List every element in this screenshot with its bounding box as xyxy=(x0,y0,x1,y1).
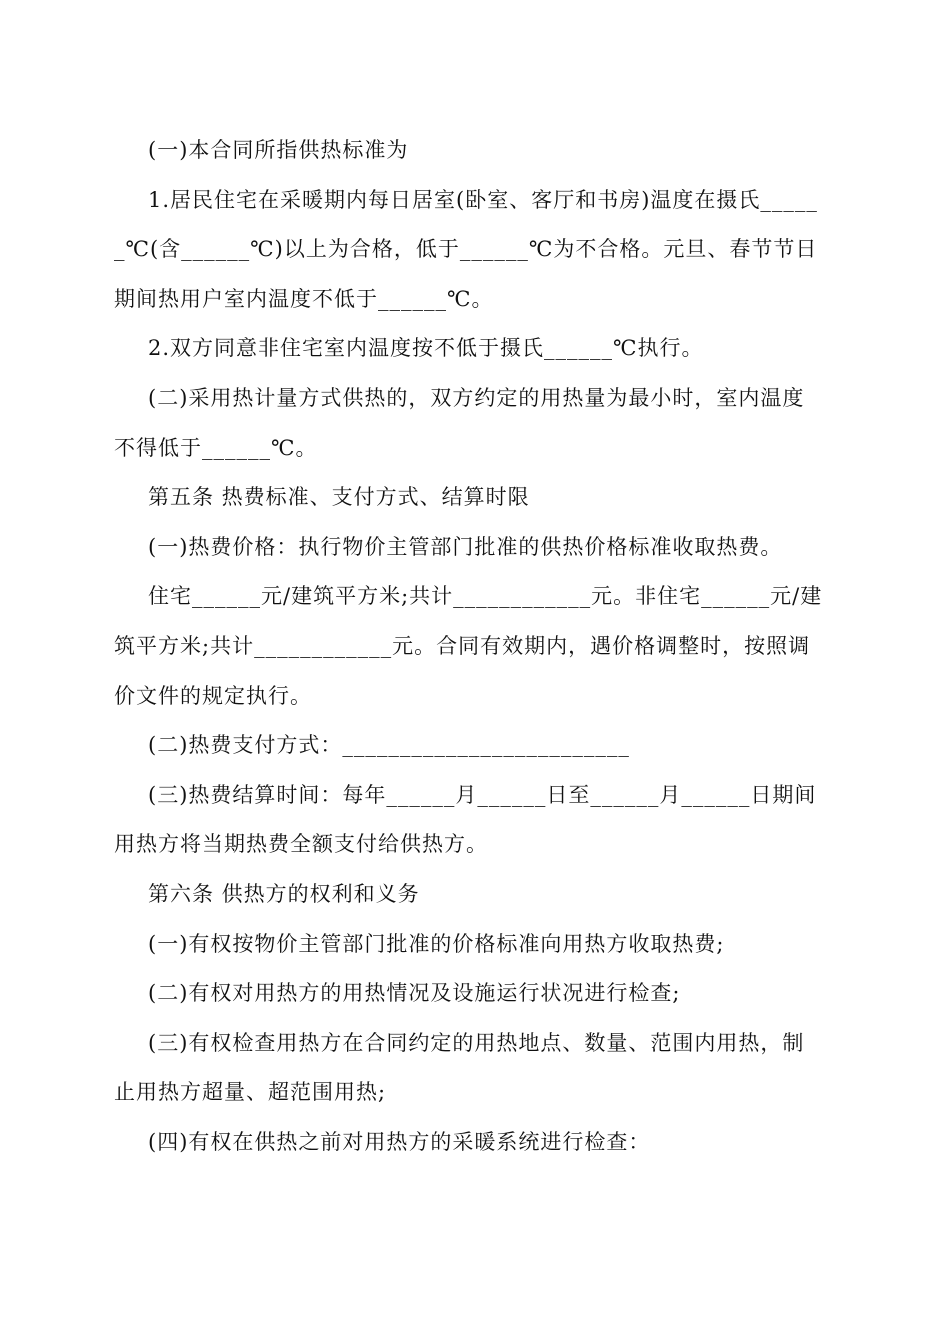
article-six-heading: 第六条 供热方的权利和义务 xyxy=(148,881,420,906)
paragraph-right-collect-fees: (一)有权按物价主管部门批准的价格标准向用热方收取热费; xyxy=(148,931,725,956)
paragraph-heating-standard: (一)本合同所指供热标准为 xyxy=(148,138,409,162)
paragraph-non-residential-temperature: 2.双方同意非住宅室内温度按不低于摄氏______℃执行。 xyxy=(148,336,704,361)
paragraph-right-inspect-usage: (二)有权对用热方的用热情况及设施运行状况进行检查; xyxy=(148,981,681,1006)
paragraph-residential-temperature: 1.居民住宅在采暖期内每日居室(卧室、客厅和书房)温度在摄氏_____ _℃(含______℃)以上为合格，低于______℃为不合格。元旦、春节节日 期间热用户室内温度不低于______℃。 xyxy=(114,187,818,311)
paragraph-price-details: 住宅______元/建筑平方米;共计____________元。非住宅______元/建 筑平方米;共计____________元。合同有效期内，遇价格调整时，按照调 价文件的规定执行。 xyxy=(114,584,823,708)
paragraph-payment-method: (二)热费支付方式：_________________________ xyxy=(148,733,630,758)
document-body xyxy=(114,126,834,1167)
article-five-heading: 第五条 热费标准、支付方式、结算时限 xyxy=(148,485,530,510)
paragraph-heating-price: (一)热费价格：执行物价主管部门批准的供热价格标准收取热费。 xyxy=(148,534,783,559)
paragraph-right-inspect-system: (四)有权在供热之前对用热方的采暖系统进行检查： xyxy=(148,1129,651,1154)
paragraph-metered-heating: (二)采用热计量方式供热的，双方约定的用热量为最小时，室内温度 不得低于______℃。 xyxy=(114,385,805,460)
paragraph-settlement-time: (三)热费结算时间：每年______月______日至______月______日期间 用热方将当期热费全额支付给供热方。 xyxy=(114,782,817,857)
paragraph-right-inspect-location: (三)有权检查用热方在合同约定的用热地点、数量、范围内用热，制 止用热方超量、超范围用热; xyxy=(114,1030,805,1105)
